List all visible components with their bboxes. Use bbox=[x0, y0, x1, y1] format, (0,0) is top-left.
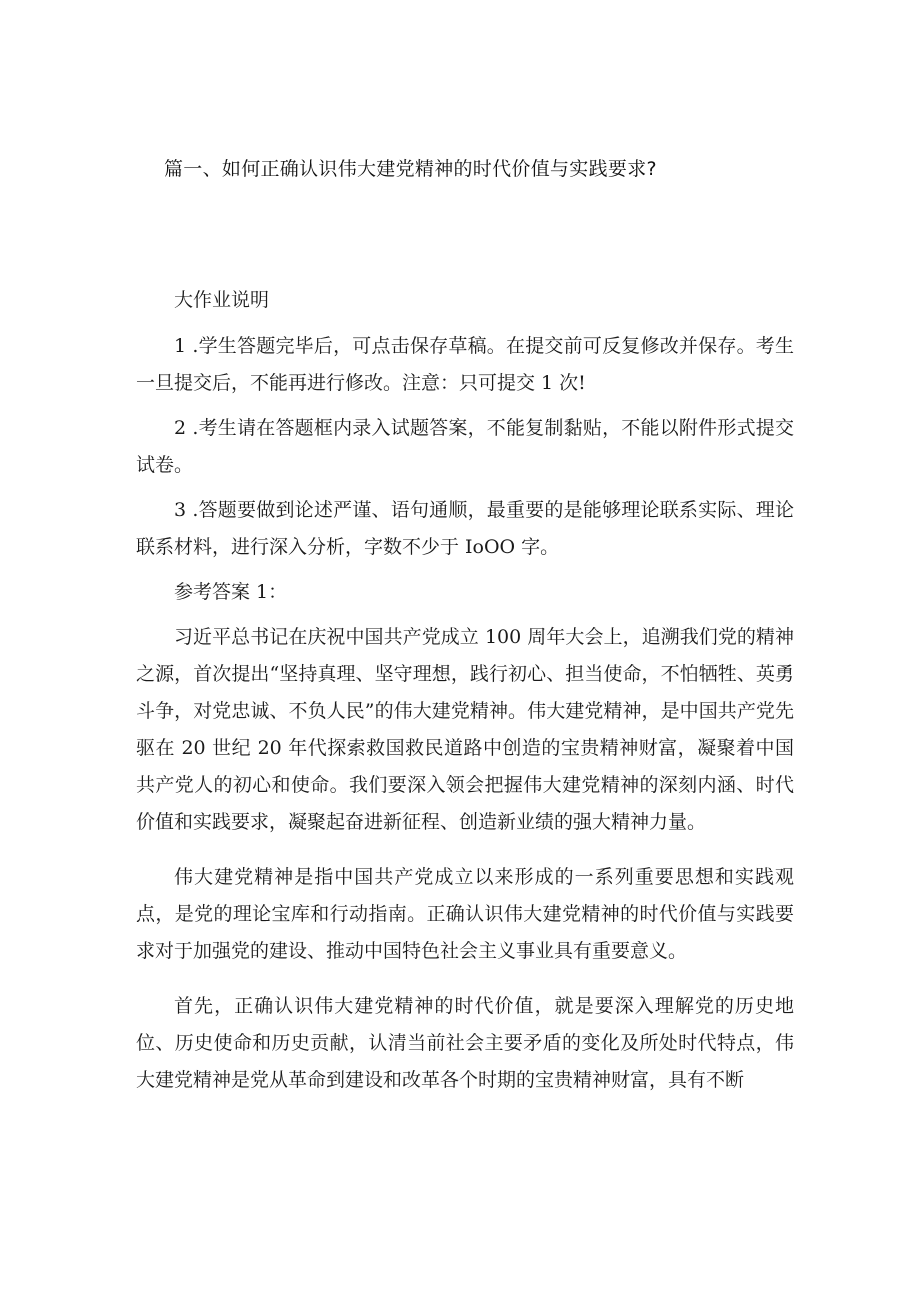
document-title: 篇一、如何正确认识伟大建党精神的时代价值与实践要求? bbox=[164, 158, 657, 180]
instructions-heading: 大作业说明 bbox=[174, 289, 270, 311]
instruction-item-2: 2 .考生请在答题框内录入试题答案，不能复制黏贴，不能以附件形式提交试卷。 bbox=[136, 417, 794, 476]
answer-paragraph-2: 伟大建党精神是指中国共产党成立以来形成的一系列重要思想和实践观点，是党的理论宝库和行动指南。正确认识伟大建党精神的时代价值与实践要求对于加强党的建设、推动中国特色社会主义事业具有重要意义。 bbox=[136, 866, 794, 962]
answer-paragraph-1: 习近平总书记在庆祝中国共产党成立 100 周年大会上，追溯我们党的精神之源，首次提出“坚持真理、坚守理想，践行初心、担当使命，不怕牺牲、英勇斗争，对党忠诚、不负人民”的伟大建党精神。伟大建党精神，是中国共产党先驱在 20 世纪 20 年代探索救国救民道路中创造的宝贵精神财富，凝聚着中国共产党人的初心和使命。我们要深入领会把握伟大建党精神的深刻内涵、时代价值和实践要求，凝聚起奋进新征程、创造新业绩的强大精神力量。 bbox=[136, 626, 794, 833]
answer-label: 参考答案 1： bbox=[174, 581, 288, 603]
answer-paragraph-3: 首先，正确认识伟大建党精神的时代价值，就是要深入理解党的历史地位、历史使命和历史贡献，认清当前社会主要矛盾的变化及所处时代特点，伟大建党精神是党从革命到建设和改革各个时期的宝贵精神财富，具有不断 bbox=[136, 995, 794, 1091]
instruction-item-1: 1 .学生答题完毕后，可点击保存草稿。在提交前可反复修改并保存。考生一旦提交后，不能再进行修改。注意：只可提交 1 次! bbox=[136, 335, 794, 394]
instruction-item-3: 3 .答题要做到论述严谨、语句通顺，最重要的是能够理论联系实际、理论联系材料，进行深入分析，字数不少于 IoOO 字。 bbox=[136, 499, 794, 558]
document-body bbox=[136, 282, 794, 1117]
